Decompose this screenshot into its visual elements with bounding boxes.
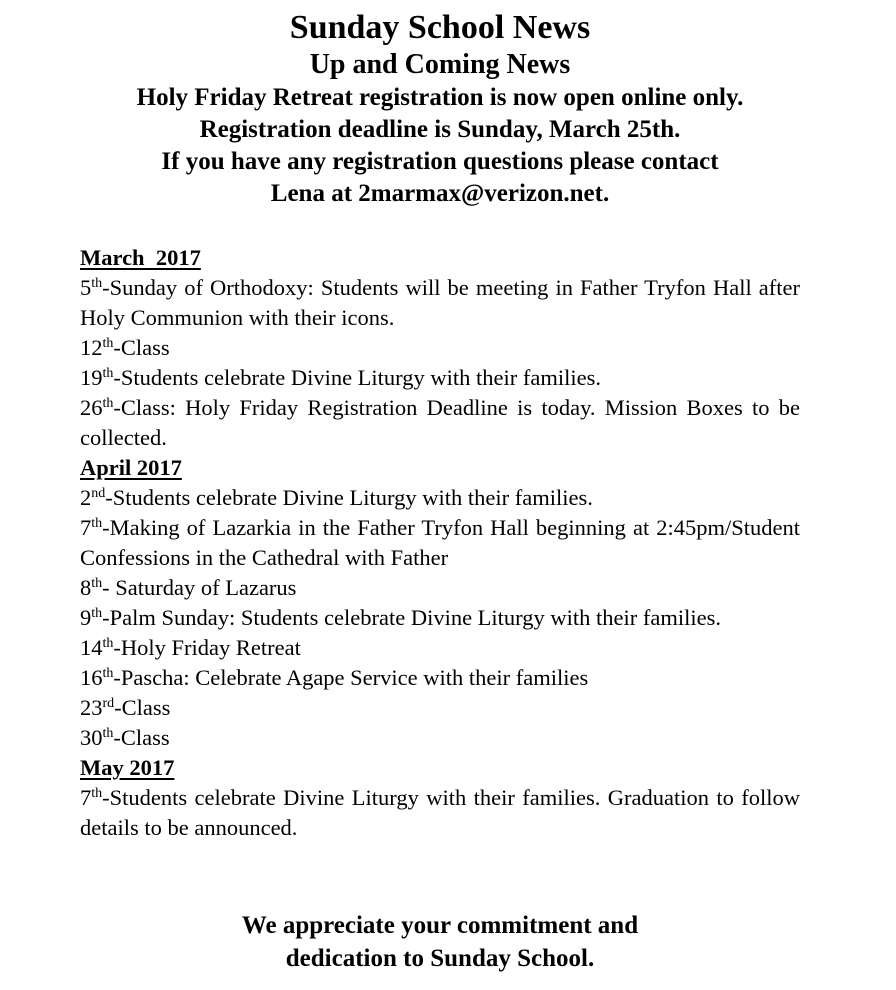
- entry-text: - Saturday of Lazarus: [102, 575, 297, 600]
- calendar-body: [80, 243, 800, 843]
- calendar-entry: [80, 693, 800, 723]
- notice-line: If you have any registration questions please contact: [161, 148, 719, 175]
- entry-text: -Class: [114, 695, 171, 720]
- entry-day: 12: [80, 335, 103, 360]
- entry-day: 5: [80, 275, 92, 300]
- closing-line: We appreciate your commitment and: [241, 912, 639, 939]
- entry-day-suffix: th: [102, 636, 114, 651]
- entry-day: 8: [80, 575, 92, 600]
- entry-day-suffix: th: [91, 276, 103, 291]
- calendar-entry: [80, 573, 800, 603]
- entry-day: 7: [80, 515, 92, 540]
- notice-line: Registration deadline is Sunday, March 25th.: [199, 116, 681, 143]
- entry-day-suffix: th: [91, 786, 103, 801]
- notice-line: Lena at 2marmax@verizon.net.: [270, 180, 610, 207]
- newsletter-header: [0, 8, 880, 210]
- calendar-entry: [80, 483, 800, 513]
- entry-text: -Class: [113, 335, 170, 360]
- page-title: Sunday School News: [289, 9, 591, 46]
- closing-line: dedication to Sunday School.: [285, 945, 595, 972]
- entry-day-suffix: nd: [91, 486, 106, 501]
- calendar-entry: [80, 273, 800, 333]
- entry-text: -Class: [113, 725, 170, 750]
- entry-day: 26: [80, 395, 103, 420]
- page-subtitle: Up and Coming News: [309, 49, 571, 80]
- month-heading-march: March 2017: [80, 245, 201, 270]
- entry-day: 14: [80, 635, 103, 660]
- entry-day-suffix: th: [91, 606, 103, 621]
- calendar-entry: [80, 333, 800, 363]
- entry-text: -Palm Sunday: Students celebrate Divine Liturgy with their families.: [102, 605, 721, 630]
- registration-notice: [0, 82, 880, 210]
- entry-day-suffix: th: [102, 336, 114, 351]
- month-heading-april: April 2017: [80, 455, 182, 480]
- entry-text: -Students celebrate Divine Liturgy with their families.: [113, 365, 601, 390]
- entry-day: 16: [80, 665, 103, 690]
- entry-day: 9: [80, 605, 92, 630]
- entry-day-suffix: th: [102, 396, 114, 411]
- calendar-entry: [80, 783, 800, 843]
- entry-text: -Making of Lazarkia in the Father Tryfon Hall beginning at 2:45pm/Student Confessions in the Cathedral with Father: [80, 515, 800, 570]
- entry-day-suffix: th: [91, 576, 103, 591]
- entry-day: 7: [80, 785, 92, 810]
- closing-message: [0, 909, 880, 975]
- calendar-entry: [80, 513, 800, 573]
- entry-day-suffix: rd: [102, 696, 115, 711]
- entry-day-suffix: th: [102, 666, 114, 681]
- entry-text: -Sunday of Orthodoxy: Students will be meeting in Father Tryfon Hall after Holy Communion with their icons.: [80, 275, 800, 330]
- entry-day: 30: [80, 725, 103, 750]
- entry-text: -Pascha: Celebrate Agape Service with their families: [113, 665, 589, 690]
- entry-text: -Holy Friday Retreat: [113, 635, 301, 660]
- entry-day-suffix: th: [102, 726, 114, 741]
- month-heading-may: May 2017: [80, 755, 175, 780]
- calendar-entry: [80, 603, 800, 633]
- calendar-entry: [80, 393, 800, 453]
- entry-text: -Class: Holy Friday Registration Deadline is today. Mission Boxes to be collected.: [80, 395, 800, 450]
- calendar-entry: [80, 723, 800, 753]
- entry-text: -Students celebrate Divine Liturgy with their families.: [105, 485, 593, 510]
- entry-day-suffix: th: [102, 366, 114, 381]
- calendar-entry: [80, 363, 800, 393]
- calendar-entry: [80, 663, 800, 693]
- entry-day: 19: [80, 365, 103, 390]
- calendar-entry: [80, 633, 800, 663]
- entry-day: 2: [80, 485, 92, 510]
- entry-text: -Students celebrate Divine Liturgy with their families. Graduation to follow details to be announced.: [80, 785, 800, 840]
- notice-line: Holy Friday Retreat registration is now open online only.: [136, 84, 744, 111]
- entry-day-suffix: th: [91, 516, 103, 531]
- entry-day: 23: [80, 695, 103, 720]
